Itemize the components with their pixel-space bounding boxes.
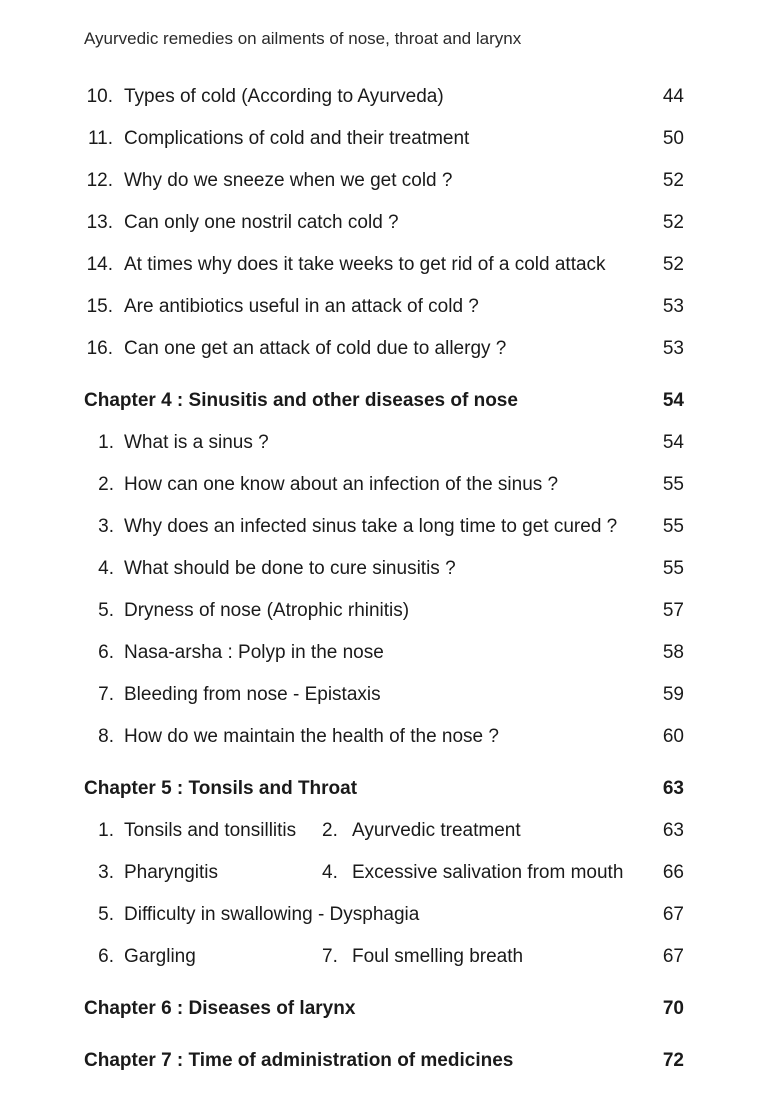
- entry-number: 6.: [98, 642, 114, 663]
- entry-number: 13.: [86, 212, 113, 233]
- toc-entry: [0, 166, 780, 196]
- toc-entry: [0, 512, 780, 542]
- toc-entry: [0, 722, 780, 752]
- chapter-heading: [0, 994, 780, 1024]
- chapter-page: 63: [662, 778, 684, 799]
- entry-title: Why do we sneeze when we get cold ?: [124, 170, 453, 191]
- entry-number: 11.: [87, 128, 113, 149]
- toc-entry: [0, 858, 780, 888]
- chapter-page: 54: [662, 390, 684, 411]
- entry-number: 5.: [98, 600, 114, 621]
- entry-title: Can only one nostril catch cold ?: [124, 212, 399, 233]
- entry-title: Pharyngitis: [124, 862, 218, 883]
- toc-entry: [0, 680, 780, 710]
- toc-entry: [0, 638, 780, 668]
- entry-title: Gargling: [124, 946, 196, 967]
- entry-number: 1.: [98, 820, 114, 841]
- entry-number: 5.: [98, 904, 114, 925]
- chapter-page: 72: [662, 1050, 684, 1071]
- entry-title-secondary: Foul smelling breath: [352, 946, 524, 967]
- toc-entry: [0, 596, 780, 626]
- entry-title: Tonsils and tonsillitis: [124, 820, 297, 841]
- entry-number: 6.: [98, 946, 114, 967]
- entry-page: 67: [662, 946, 684, 967]
- entry-title: Types of cold (According to Ayurveda): [124, 86, 444, 107]
- toc-entry: [0, 554, 780, 584]
- entry-page: 58: [662, 642, 684, 663]
- entry-page: 52: [662, 212, 684, 233]
- entry-page: 67: [662, 904, 684, 925]
- entry-page: 52: [662, 170, 684, 191]
- toc-entry: [0, 470, 780, 500]
- entry-number: 10.: [86, 86, 113, 107]
- entry-number: 2.: [98, 474, 114, 495]
- entry-page: 66: [662, 862, 684, 883]
- toc-entry: [0, 942, 780, 972]
- entry-title: At times why does it take weeks to get rid of a cold attack: [124, 254, 606, 275]
- entry-page: 54: [662, 432, 684, 453]
- chapter-title: Chapter 7 : Time of administration of medicines: [84, 1050, 514, 1071]
- entry-title: What is a sinus ?: [124, 432, 269, 453]
- entry-number-secondary: 7.: [322, 946, 338, 967]
- entry-page: 55: [662, 516, 684, 537]
- toc-entry: [0, 334, 780, 364]
- entry-title: Difficulty in swallowing - Dysphagia: [124, 904, 420, 925]
- toc-entry: [0, 900, 780, 930]
- entry-page: 55: [662, 558, 684, 579]
- entry-number: 8.: [98, 726, 114, 747]
- entry-number-secondary: 2.: [322, 820, 338, 841]
- entry-title: Bleeding from nose - Epistaxis: [124, 684, 381, 705]
- chapter-title: Chapter 5 : Tonsils and Throat: [84, 778, 358, 799]
- entry-page: 52: [662, 254, 684, 275]
- entry-title: How do we maintain the health of the nose ?: [124, 726, 499, 747]
- entry-title: What should be done to cure sinusitis ?: [124, 558, 456, 579]
- chapter-heading: [0, 1046, 780, 1076]
- toc-entry: [0, 292, 780, 322]
- entry-page: 53: [662, 296, 684, 317]
- entry-page: 63: [662, 820, 684, 841]
- toc-entry: [0, 428, 780, 458]
- chapter-page: 70: [662, 998, 684, 1019]
- entry-number: 12.: [86, 170, 113, 191]
- toc-entry: [0, 250, 780, 280]
- toc-entry: [0, 82, 780, 112]
- toc-entry: [0, 208, 780, 238]
- entry-title: Are antibiotics useful in an attack of cold ?: [124, 296, 479, 317]
- chapter-title: Chapter 4 : Sinusitis and other diseases of nose: [84, 390, 518, 411]
- chapter-title: Chapter 6 : Diseases of larynx: [84, 998, 356, 1019]
- chapter-heading: [0, 386, 780, 416]
- entry-number: 7.: [98, 684, 114, 705]
- entry-number: 4.: [98, 558, 114, 579]
- entry-title: Can one get an attack of cold due to allergy ?: [124, 338, 507, 359]
- entry-number-secondary: 4.: [322, 862, 338, 883]
- entry-title: Dryness of nose (Atrophic rhinitis): [124, 600, 410, 621]
- entry-title: Why does an infected sinus take a long time to get cured ?: [124, 516, 618, 537]
- entry-page: 50: [662, 128, 684, 149]
- entry-page: 55: [662, 474, 684, 495]
- entry-number: 15.: [86, 296, 113, 317]
- entry-number: 3.: [98, 516, 114, 537]
- entry-number: 3.: [98, 862, 114, 883]
- entry-page: 60: [662, 726, 684, 747]
- toc-entry: [0, 124, 780, 154]
- running-header: Ayurvedic remedies on ailments of nose, throat and larynx: [84, 29, 522, 48]
- entry-title: How can one know about an infection of the sinus ?: [124, 474, 559, 495]
- entry-page: 53: [662, 338, 684, 359]
- entry-page: 59: [662, 684, 684, 705]
- entry-page: 44: [662, 86, 684, 107]
- entry-title: Complications of cold and their treatment: [124, 128, 470, 149]
- entry-number: 16.: [86, 338, 113, 359]
- entry-page: 57: [662, 600, 684, 621]
- entry-number: 14.: [86, 254, 113, 275]
- toc-entry: [0, 816, 780, 846]
- chapter-heading: [0, 774, 780, 804]
- entry-title-secondary: Ayurvedic treatment: [352, 820, 521, 841]
- entry-title: Nasa-arsha : Polyp in the nose: [124, 642, 384, 663]
- entry-number: 1.: [98, 432, 114, 453]
- entry-title-secondary: Excessive salivation from mouth: [352, 862, 624, 883]
